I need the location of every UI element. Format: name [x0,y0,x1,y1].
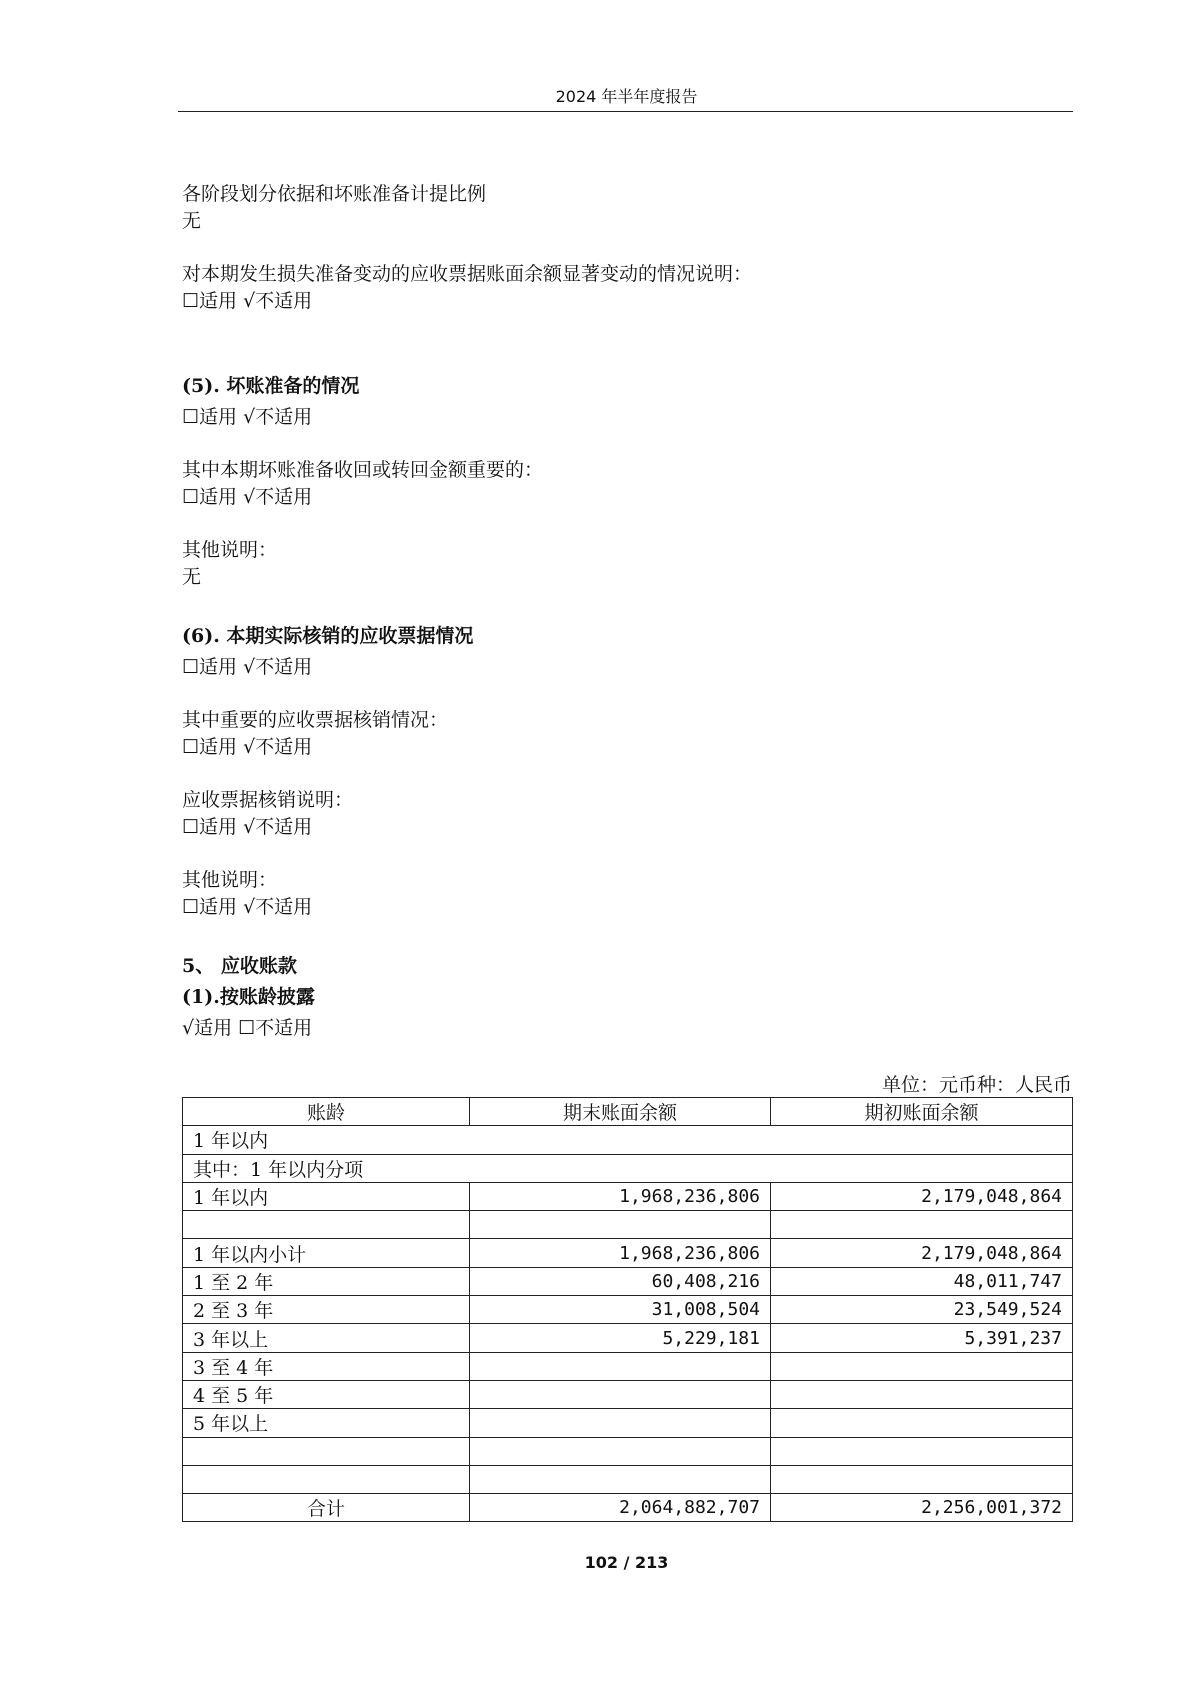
applicability-status: ☐适用 √不适用 [182,486,313,508]
applicability-status: ☐适用 √不适用 [182,656,313,678]
row-label-cell [183,1437,470,1465]
applicability-status: ☐适用 √不适用 [182,406,313,428]
table-row [183,1182,1073,1210]
total-label-cell: 合计 [183,1494,470,1522]
table-row [183,1324,1073,1352]
text-other-notes: 其他说明： [182,539,278,561]
row-label-cell: 其中：1 年以内分项 [183,1154,1073,1182]
table-header-row [183,1098,1073,1126]
opening-balance-cell [771,1380,1073,1408]
ending-balance-cell [470,1211,771,1239]
column-header-ending-balance: 期末账面余额 [470,1098,771,1126]
opening-balance-cell [771,1211,1073,1239]
opening-balance-cell [771,1465,1073,1493]
row-label-cell: 3 年以上 [183,1324,470,1352]
opening-balance-cell: 23,549,524 [771,1296,1073,1324]
ending-balance-cell: 31,008,504 [470,1296,771,1324]
table-row [183,1352,1073,1380]
ending-balance-cell: 60,408,216 [470,1267,771,1295]
ending-balance-cell: 1,968,236,806 [470,1182,771,1210]
text-stage-basis: 各阶段划分依据和坏账准备计提比例 [182,183,487,205]
table-row [183,1239,1073,1267]
row-label-cell: 4 至 5 年 [183,1380,470,1408]
table-row [183,1211,1073,1239]
text-recovery-note: 其中本期坏账准备收回或转回金额重要的： [182,459,544,481]
section-heading-5: (5). 坏账准备的情况 [182,375,360,397]
ending-balance-cell [470,1380,771,1408]
applicability-status: ☐适用 √不适用 [182,896,313,918]
ending-balance-cell [470,1352,771,1380]
table-total-row [183,1494,1073,1522]
opening-balance-cell: 2,179,048,864 [771,1239,1073,1267]
row-label-cell: 1 年以内 [183,1126,1073,1154]
text-change-note: 对本期发生损失准备变动的应收票据账面余额显著变动的情况说明： [182,263,753,285]
opening-balance-cell [771,1352,1073,1380]
opening-balance-cell: 2,179,048,864 [771,1182,1073,1210]
opening-balance-cell: 48,011,747 [771,1267,1073,1295]
row-label-cell: 2 至 3 年 [183,1296,470,1324]
total-ending-balance-cell: 2,064,882,707 [470,1494,771,1522]
applicability-status: √适用 ☐不适用 [182,1017,313,1039]
aging-table [182,1097,1073,1522]
text-other-notes: 其他说明： [182,869,278,891]
applicability-status: ☐适用 √不适用 [182,290,313,312]
table-row [183,1296,1073,1324]
ending-balance-cell [470,1437,771,1465]
opening-balance-cell [771,1437,1073,1465]
row-label-cell: 1 年以内小计 [183,1239,470,1267]
total-opening-balance-cell: 2,256,001,372 [771,1494,1073,1522]
opening-balance-cell: 5,391,237 [771,1324,1073,1352]
table-row [183,1267,1073,1295]
text-writeoff-note: 应收票据核销说明： [182,789,354,811]
page-header-title: 2024 年半年度报告 [555,87,698,106]
row-label-cell [183,1465,470,1493]
section-heading-accounts-receivable: 5、 应收账款 [182,955,297,977]
section-heading-6: (6). 本期实际核销的应收票据情况 [182,625,474,647]
subsection-heading-aging: (1).按账龄披露 [182,986,315,1008]
applicability-status: ☐适用 √不适用 [182,816,313,838]
opening-balance-cell [771,1409,1073,1437]
ending-balance-cell [470,1409,771,1437]
row-label-cell: 1 年以内 [183,1182,470,1210]
column-header-aging: 账龄 [183,1098,470,1126]
page-number: 102 / 213 [584,1553,669,1572]
ending-balance-cell: 1,968,236,806 [470,1239,771,1267]
table-row [183,1126,1073,1154]
text-none: 无 [182,566,202,588]
table-row [183,1409,1073,1437]
table-unit-note: 单位：元币种：人民币 [881,1074,1072,1096]
column-header-opening-balance: 期初账面余额 [771,1098,1073,1126]
table-row [183,1465,1073,1493]
row-label-cell [183,1211,470,1239]
row-label-cell: 5 年以上 [183,1409,470,1437]
row-label-cell: 1 至 2 年 [183,1267,470,1295]
table-row [183,1154,1073,1182]
ending-balance-cell [470,1465,771,1493]
table-row [183,1437,1073,1465]
table-row [183,1380,1073,1408]
text-none: 无 [182,210,202,232]
row-label-cell: 3 至 4 年 [183,1352,470,1380]
header-divider [178,111,1073,112]
applicability-status: ☐适用 √不适用 [182,736,313,758]
text-writeoff-important: 其中重要的应收票据核销情况： [182,709,449,731]
ending-balance-cell: 5,229,181 [470,1324,771,1352]
